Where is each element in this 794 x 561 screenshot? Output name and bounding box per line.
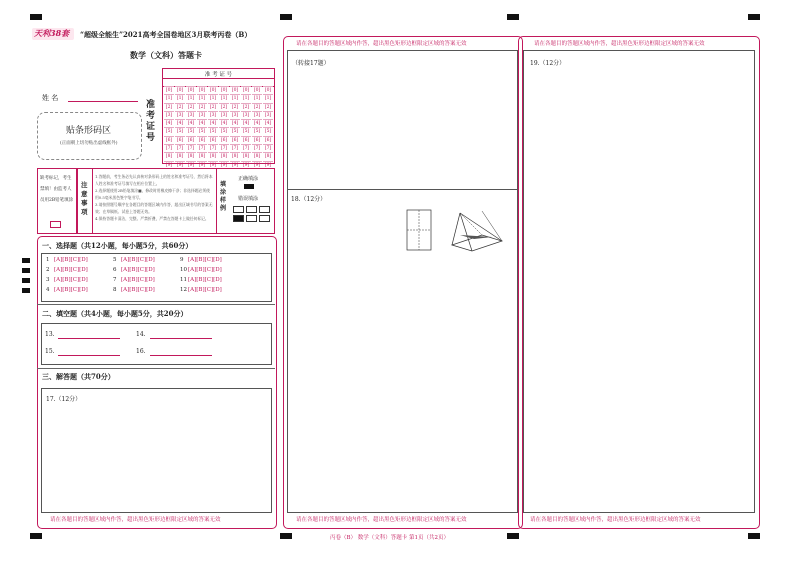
exam-no-digit-bubble[interactable]: [0] bbox=[220, 88, 228, 93]
fill-box bbox=[41, 323, 272, 365]
exam-no-digit-bubble[interactable]: [3] bbox=[198, 112, 206, 118]
exam-no-digit-bubble[interactable]: [2] bbox=[209, 104, 217, 110]
mc-question-row bbox=[46, 267, 88, 273]
mc-option-bubbles[interactable]: [A][B][C][D] bbox=[188, 287, 222, 293]
q17-continue-label: （转接17题） bbox=[292, 60, 330, 67]
exam-no-column bbox=[208, 86, 218, 169]
exam-no-digit-bubble[interactable]: [1] bbox=[264, 96, 272, 102]
timing-mark bbox=[507, 533, 519, 539]
mc-question-number: 12 bbox=[180, 287, 187, 293]
exam-no-digit-bubble[interactable]: [5] bbox=[198, 129, 206, 135]
exam-no-digit-bubble[interactable]: [9] bbox=[264, 162, 272, 168]
wrong-fill-label: 错误填涂 bbox=[238, 196, 259, 202]
timing-mark bbox=[22, 258, 30, 263]
q19-label: 19.（12分） bbox=[530, 60, 566, 67]
exam-no-digit-bubble[interactable]: [0] bbox=[198, 88, 206, 93]
warning-text: 请在各题目的答题区域内作答，超出黑色矩形边框限定区域的答案无效 bbox=[296, 41, 467, 47]
exam-no-title: 准 考 证 号 bbox=[204, 72, 233, 78]
exam-no-digit-bubble[interactable]: [1] bbox=[165, 96, 173, 102]
fill-q14-field[interactable] bbox=[150, 338, 212, 339]
exam-no-digit-bubble[interactable]: [8] bbox=[176, 154, 184, 160]
exam-no-digit-bubble[interactable]: [0] bbox=[242, 88, 250, 93]
warning-text: 请在各题目的答题区域内作答，超出黑色矩形边框限定区域的答案无效 bbox=[296, 517, 467, 523]
warning-text: 请在各题目的答题区域内作答，超出黑色矩形边框限定区域的答案无效 bbox=[50, 517, 221, 523]
warning-text: 请在各题目的答题区域内作答，超出黑色矩形边框限定区域的答案无效 bbox=[534, 41, 705, 47]
exam-no-digit-bubble[interactable]: [0] bbox=[187, 88, 195, 93]
exam-no-digit-bubble[interactable]: [5] bbox=[220, 129, 228, 135]
exam-no-column bbox=[252, 86, 262, 169]
mc-option-bubbles[interactable]: [A][B][C][D] bbox=[188, 267, 222, 273]
wrong-fill-sample-circle bbox=[246, 215, 257, 222]
divider bbox=[37, 368, 275, 369]
exam-no-digit-bubble[interactable]: [2] bbox=[187, 104, 195, 110]
timing-mark bbox=[22, 278, 30, 283]
timing-mark bbox=[22, 288, 30, 293]
exam-no-digit-bubble[interactable]: [8] bbox=[253, 154, 261, 160]
exam-no-digit-bubble[interactable]: [7] bbox=[187, 146, 195, 152]
mc-question-row bbox=[46, 287, 88, 293]
timing-mark bbox=[280, 14, 292, 20]
note-item: 2.选择题使用2B铅笔填涂■，修改时用橡皮擦干净；非选择题必须使用0.5毫米黑色签字笔书写。 bbox=[95, 188, 210, 200]
absent-box bbox=[37, 168, 77, 234]
exam-no-digit-bubble[interactable]: [8] bbox=[264, 154, 272, 160]
exam-no-digit-bubble[interactable]: [1] bbox=[220, 96, 228, 102]
exam-no-digit-bubble[interactable]: [5] bbox=[165, 129, 173, 135]
exam-no-digit-bubble[interactable]: [6] bbox=[198, 137, 206, 143]
timing-mark bbox=[30, 533, 42, 539]
note-item: 3.请按照题号顺序在各题目的答题区域内作答，超出区域书写的答案无效；在草稿纸、试卷上答题无效。 bbox=[95, 202, 213, 214]
notes-box bbox=[77, 168, 275, 234]
exam-no-digit-bubble[interactable]: [3] bbox=[209, 112, 217, 118]
divider bbox=[37, 304, 275, 305]
exam-no-digit-bubble[interactable]: [7] bbox=[209, 146, 217, 152]
exam-no-digit-bubble[interactable]: [1] bbox=[231, 96, 239, 102]
mc-question-number: 8 bbox=[113, 287, 117, 293]
exam-no-digit-bubble[interactable]: [6] bbox=[242, 137, 250, 143]
logo-text: 天利38套 bbox=[34, 28, 70, 38]
exam-no-digit-bubble[interactable]: [5] bbox=[187, 129, 195, 135]
exam-no-digit-bubble[interactable]: [5] bbox=[242, 129, 250, 135]
wrong-fill-sample-cross bbox=[246, 206, 257, 213]
fill-q13-field[interactable] bbox=[58, 338, 120, 339]
answer-sheet-subtitle: 数学（文科）答题卡 bbox=[130, 50, 202, 60]
exam-no-column bbox=[164, 86, 174, 169]
exam-no-digit-bubble[interactable]: [8] bbox=[209, 154, 217, 160]
exam-no-digit-bubble[interactable]: [9] bbox=[253, 162, 261, 168]
exam-title: “超级全能生”2021高考全国卷地区3月联考丙卷（B） bbox=[80, 30, 252, 39]
mc-option-bubbles[interactable]: [A][B][C][D] bbox=[188, 277, 222, 283]
q19-answer-box[interactable] bbox=[523, 50, 755, 513]
mc-question-number: 5 bbox=[113, 257, 117, 263]
mc-question-number: 9 bbox=[180, 257, 184, 263]
exam-no-digit-bubble[interactable]: [2] bbox=[253, 104, 261, 110]
exam-no-digit-bubble[interactable]: [5] bbox=[231, 129, 239, 135]
exam-no-digit-bubble[interactable]: [6] bbox=[231, 137, 239, 143]
exam-no-digit-bubble[interactable]: [2] bbox=[242, 104, 250, 110]
exam-no-digit-bubble[interactable]: [7] bbox=[264, 146, 272, 152]
mc-question-number: 11 bbox=[180, 277, 187, 283]
exam-no-digit-bubble[interactable]: [2] bbox=[165, 104, 173, 110]
footer: 丙卷（B） 数学（文科）答题卡 第1页（共2页） bbox=[330, 535, 450, 541]
exam-no-digit-bubble[interactable]: [0] bbox=[165, 88, 173, 93]
sample-title: 填涂样例 bbox=[220, 181, 227, 212]
exam-no-digit-bubble[interactable]: [9] bbox=[220, 162, 228, 168]
mc-question-number: 1 bbox=[46, 257, 50, 263]
mc-question-number: 10 bbox=[180, 267, 187, 273]
mc-question-row bbox=[113, 257, 155, 263]
exam-no-digit-bubble[interactable]: [6] bbox=[209, 137, 217, 143]
mc-option-bubbles[interactable]: [A][B][C][D] bbox=[121, 287, 155, 293]
exam-no-digit-bubble[interactable]: [3] bbox=[165, 112, 173, 118]
exam-no-digit-bubble[interactable]: [9] bbox=[187, 162, 195, 168]
mc-question-row bbox=[46, 257, 88, 263]
exam-no-digit-bubble[interactable]: [3] bbox=[253, 112, 261, 118]
exam-no-digit-bubble[interactable]: [9] bbox=[209, 162, 217, 168]
exam-no-digit-bubble[interactable]: [9] bbox=[198, 162, 206, 168]
exam-no-digit-bubble[interactable]: [9] bbox=[176, 162, 184, 168]
exam-no-digit-bubble[interactable]: [4] bbox=[187, 121, 195, 127]
mc-question-row bbox=[46, 277, 88, 283]
note-item: 1.答题前，考生务必先认真核对条形码上的姓名和准考证号，然后将本人姓名和准考证号填写在相应位置上。 bbox=[95, 174, 213, 186]
exam-no-digit-bubble[interactable]: [4] bbox=[253, 121, 261, 127]
absent-text: 缺考标记，考生禁填！由监考人员用2B铅笔填涂 bbox=[40, 176, 74, 203]
barcode-note: (正面朝上切勿贴出虚线框外) bbox=[60, 141, 118, 146]
wrong-fill-sample-check bbox=[233, 206, 244, 213]
note-item: 4.保持答题卡清洁，完整。严禁折叠，严禁在答题卡上做任何标记。 bbox=[95, 216, 209, 221]
mc-option-bubbles[interactable]: [A][B][C][D] bbox=[121, 277, 155, 283]
exam-no-digit-bubble[interactable]: [8] bbox=[242, 154, 250, 160]
exam-no-digit-bubble[interactable]: [3] bbox=[242, 112, 250, 118]
mc-question-number: 3 bbox=[46, 277, 50, 283]
wrong-fill-sample-dot bbox=[259, 206, 270, 213]
fill-q13-label: 13. bbox=[45, 331, 55, 338]
exam-no-vertical-label: 准考证号 bbox=[146, 100, 156, 143]
exam-no-digit-bubble[interactable]: [4] bbox=[220, 121, 228, 127]
exam-no-digit-bubble[interactable]: [7] bbox=[165, 146, 173, 152]
exam-no-digit-bubble[interactable]: [0] bbox=[264, 88, 272, 93]
exam-no-digit-bubble[interactable]: [8] bbox=[231, 154, 239, 160]
exam-no-digit-bubble[interactable]: [7] bbox=[253, 146, 261, 152]
exam-no-digit-bubble[interactable]: [3] bbox=[187, 112, 195, 118]
mc-option-bubbles[interactable]: [A][B][C][D] bbox=[54, 287, 88, 293]
timing-mark bbox=[507, 14, 519, 20]
exam-no-digit-bubble[interactable]: [9] bbox=[242, 162, 250, 168]
q18-pyramid-figure bbox=[446, 205, 508, 257]
mc-question-row bbox=[180, 267, 222, 273]
barcode-area bbox=[37, 112, 142, 160]
mc-question-number: 2 bbox=[46, 267, 50, 273]
exam-no-digit-bubble[interactable]: [4] bbox=[209, 121, 217, 127]
name-field[interactable] bbox=[68, 101, 138, 102]
exam-no-digit-bubble[interactable]: [1] bbox=[187, 96, 195, 102]
exam-no-digit-bubble[interactable]: [6] bbox=[253, 137, 261, 143]
exam-no-column bbox=[175, 86, 185, 169]
section3-title: 三、解答题（共70分） bbox=[42, 372, 115, 381]
warning-text: 请在各题目的答题区域内作答，超出黑色矩形边框限定区域的答案无效 bbox=[530, 517, 701, 523]
exam-no-digit-bubble[interactable]: [2] bbox=[198, 104, 206, 110]
exam-no-digit-bubble[interactable]: [1] bbox=[198, 96, 206, 102]
mc-option-bubbles[interactable]: [A][B][C][D] bbox=[54, 267, 88, 273]
exam-no-digit-bubble[interactable]: [2] bbox=[176, 104, 184, 110]
exam-no-digit-bubble[interactable]: [1] bbox=[176, 96, 184, 102]
exam-no-digit-bubble[interactable]: [6] bbox=[220, 137, 228, 143]
exam-no-column bbox=[263, 86, 273, 169]
q17-answer-box[interactable] bbox=[41, 388, 272, 513]
exam-no-digit-bubble[interactable]: [5] bbox=[176, 129, 184, 135]
section2-title: 二、填空题（共4小题，每小题5分，共20分） bbox=[42, 309, 188, 318]
q18-prism-figure bbox=[402, 205, 438, 257]
exam-no-digit-bubble[interactable]: [4] bbox=[165, 121, 173, 127]
fill-q16-field[interactable] bbox=[150, 355, 212, 356]
fill-q15-field[interactable] bbox=[58, 355, 120, 356]
correct-fill-label: 正确填涂 bbox=[238, 176, 259, 182]
exam-no-column bbox=[197, 86, 207, 169]
fill-q16-label: 16. bbox=[136, 348, 146, 355]
exam-no-digit-bubble[interactable]: [4] bbox=[198, 121, 206, 127]
mc-option-bubbles[interactable]: [A][B][C][D] bbox=[121, 257, 155, 263]
exam-no-digit-bubble[interactable]: [3] bbox=[231, 112, 239, 118]
section1-title: 一、选择题（共12小题，每小题5分，共60分） bbox=[42, 241, 193, 250]
exam-no-digit-bubble[interactable]: [6] bbox=[264, 137, 272, 143]
mc-question-row bbox=[113, 267, 155, 273]
correct-fill-sample bbox=[244, 184, 254, 189]
exam-no-digit-bubble[interactable]: [4] bbox=[231, 121, 239, 127]
exam-no-digit-bubble[interactable]: [2] bbox=[220, 104, 228, 110]
q18-label: 18.（12分） bbox=[291, 196, 327, 203]
mc-question-row bbox=[180, 287, 222, 293]
exam-no-digit-bubble[interactable]: [6] bbox=[176, 137, 184, 143]
mc-question-row bbox=[113, 277, 155, 283]
exam-no-digit-bubble[interactable]: [4] bbox=[176, 121, 184, 127]
exam-no-digit-bubble[interactable]: [9] bbox=[231, 162, 239, 168]
exam-no-digit-bubble[interactable]: [3] bbox=[264, 112, 272, 118]
exam-no-digit-bubble[interactable]: [2] bbox=[264, 104, 272, 110]
exam-no-digit-bubble[interactable]: [3] bbox=[220, 112, 228, 118]
wrong-fill-sample-line bbox=[259, 215, 270, 222]
exam-no-digit-bubble[interactable]: [0] bbox=[253, 88, 261, 93]
exam-no-digit-bubble[interactable]: [1] bbox=[253, 96, 261, 102]
exam-no-digit-bubble[interactable]: [4] bbox=[264, 121, 272, 127]
exam-no-digit-bubble[interactable]: [4] bbox=[242, 121, 250, 127]
mc-question-row bbox=[113, 287, 155, 293]
notes-title: 注意事项 bbox=[81, 181, 88, 216]
timing-mark bbox=[30, 14, 42, 20]
name-label: 姓 名 bbox=[42, 94, 59, 102]
exam-no-digit-bubble[interactable]: [6] bbox=[187, 137, 195, 143]
exam-no-digit-bubble[interactable]: [0] bbox=[209, 88, 217, 93]
exam-no-column bbox=[186, 86, 196, 169]
exam-no-column bbox=[241, 86, 251, 169]
exam-no-digit-bubble[interactable]: [5] bbox=[209, 129, 217, 135]
exam-no-digit-bubble[interactable]: [8] bbox=[187, 154, 195, 160]
exam-no-digit-bubble[interactable]: [5] bbox=[253, 129, 261, 135]
exam-no-digit-bubble[interactable]: [8] bbox=[220, 154, 228, 160]
exam-no-column bbox=[230, 86, 240, 169]
fill-q14-label: 14. bbox=[136, 331, 146, 338]
exam-no-digit-bubble[interactable]: [7] bbox=[220, 146, 228, 152]
exam-no-digit-bubble[interactable]: [8] bbox=[198, 154, 206, 160]
mc-option-bubbles[interactable]: [A][B][C][D] bbox=[54, 257, 88, 263]
mc-question-row bbox=[180, 277, 222, 283]
exam-no-column bbox=[219, 86, 229, 169]
timing-mark bbox=[748, 533, 760, 539]
exam-no-digit-bubble[interactable]: [7] bbox=[176, 146, 184, 152]
timing-mark bbox=[748, 14, 760, 20]
absent-checkbox[interactable] bbox=[50, 221, 61, 228]
mc-option-bubbles[interactable]: [A][B][C][D] bbox=[188, 257, 222, 263]
exam-no-digit-bubble[interactable]: [9] bbox=[165, 162, 173, 168]
exam-no-digit-bubble[interactable]: [1] bbox=[242, 96, 250, 102]
mc-option-bubbles[interactable]: [A][B][C][D] bbox=[54, 277, 88, 283]
exam-no-digit-bubble[interactable]: [8] bbox=[165, 154, 173, 160]
mc-option-bubbles[interactable]: [A][B][C][D] bbox=[121, 267, 155, 273]
mc-question-number: 4 bbox=[46, 287, 50, 293]
q17-continue-box[interactable] bbox=[287, 50, 518, 190]
mc-question-number: 7 bbox=[113, 277, 117, 283]
q17-label: 17.（12分） bbox=[46, 396, 82, 403]
exam-no-digit-bubble[interactable]: [1] bbox=[209, 96, 217, 102]
exam-no-digit-bubble[interactable]: [3] bbox=[176, 112, 184, 118]
exam-no-digit-bubble[interactable]: [2] bbox=[231, 104, 239, 110]
exam-no-digit-bubble[interactable]: [7] bbox=[198, 146, 206, 152]
exam-no-digit-bubble[interactable]: [0] bbox=[231, 88, 239, 93]
exam-no-digit-bubble[interactable]: [7] bbox=[231, 146, 239, 152]
wrong-fill-sample-half bbox=[233, 215, 244, 222]
mc-question-row bbox=[180, 257, 222, 263]
exam-no-digit-bubble[interactable]: [7] bbox=[242, 146, 250, 152]
mc-question-number: 6 bbox=[113, 267, 117, 273]
fill-q15-label: 15. bbox=[45, 348, 55, 355]
exam-no-digit-bubble[interactable]: [6] bbox=[165, 137, 173, 143]
logo bbox=[32, 26, 74, 42]
timing-mark bbox=[22, 268, 30, 273]
barcode-title: 贴条形码区 bbox=[66, 126, 112, 136]
exam-no-digit-bubble[interactable]: [0] bbox=[176, 88, 184, 93]
timing-mark bbox=[280, 533, 292, 539]
exam-no-digit-bubble[interactable]: [5] bbox=[264, 129, 272, 135]
